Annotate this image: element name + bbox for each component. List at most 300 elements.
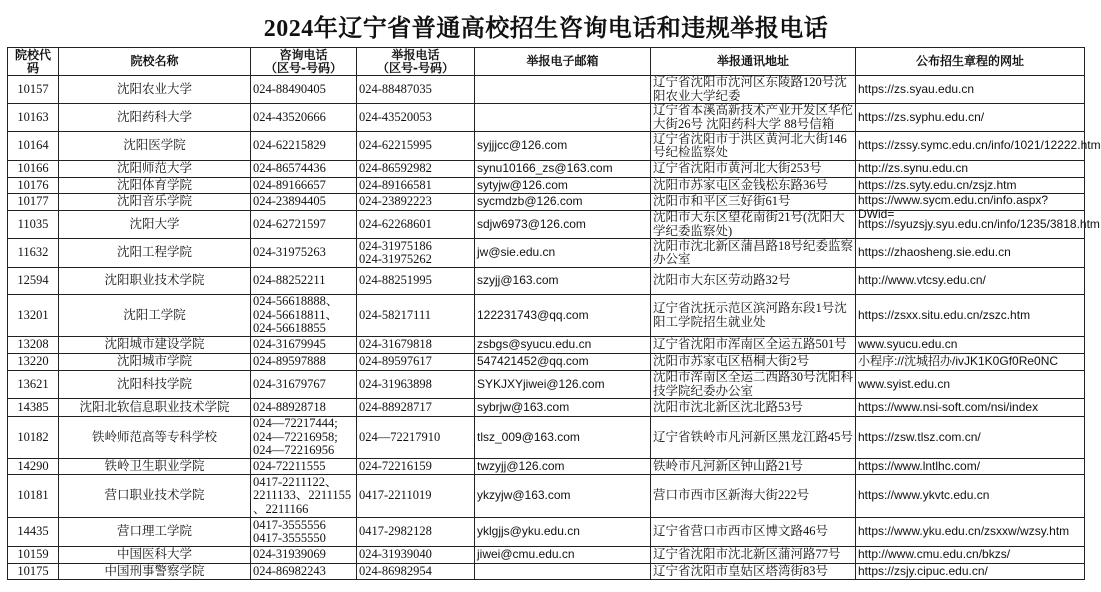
table-row <box>8 104 1085 132</box>
report-phone: 024-89166581 <box>359 177 432 192</box>
school-code-cell <box>8 417 59 459</box>
admission-website[interactable]: https://www.nsi-soft.com/nsi/index <box>858 399 1039 414</box>
inquiry-phone: 024—72217444; 024—72216958; 024—72216956 <box>253 416 338 458</box>
admission-website[interactable]: http://www.vtcsy.edu.cn/ <box>858 273 986 288</box>
report-email[interactable]: zsbgs@syucu.edu.cn <box>477 337 592 352</box>
report-phone: 024-62268601 <box>359 216 432 231</box>
table-header-row <box>8 48 1085 76</box>
school-name-cell <box>59 564 251 580</box>
inquiry-phone-cell <box>251 268 357 295</box>
report-phone-cell <box>357 178 475 194</box>
report-address: 辽宁省铁岭市凡河新区黑龙江路45号 <box>653 429 854 444</box>
admission-website[interactable]: https://zssy.symc.edu.cn/info/1021/12222.htm <box>858 138 1101 153</box>
report-email-cell <box>475 239 651 268</box>
school-name: 沈阳北软信息职业技术学院 <box>79 399 230 414</box>
report-email-cell <box>475 211 651 239</box>
report-email[interactable]: 122231743@qq.com <box>477 307 589 322</box>
inquiry-phone-cell <box>251 475 357 518</box>
admission-website[interactable]: https://zhaosheng.sie.edu.cn <box>858 245 1011 260</box>
school-name-cell <box>59 76 251 104</box>
report-email[interactable]: sycmdzb@126.com <box>477 194 583 209</box>
report-address-cell <box>651 211 856 239</box>
school-code: 14385 <box>17 399 49 414</box>
school-name-cell <box>59 354 251 371</box>
school-code-cell <box>8 132 59 161</box>
admission-website[interactable]: https://www.ykvtc.edu.cn <box>858 488 990 503</box>
school-code: 14435 <box>17 524 49 539</box>
admission-website[interactable]: 小程序://沈城招办/ivJK1K0Gf0Re0NC <box>858 354 1059 369</box>
report-phone: 024-88251995 <box>359 273 432 288</box>
school-code-cell <box>8 104 59 132</box>
report-email-cell <box>475 178 651 194</box>
admission-website-cell <box>856 76 1085 104</box>
admission-website[interactable]: http://www.cmu.edu.cn/bkzs/ <box>858 547 1011 562</box>
report-phone-cell <box>357 211 475 239</box>
inquiry-phone: 024-43520666 <box>253 109 326 124</box>
admission-website-cell <box>856 475 1085 518</box>
school-name-cell <box>59 417 251 459</box>
table-row <box>8 295 1085 337</box>
table-row <box>8 337 1085 354</box>
report-phone: 024-43520053 <box>359 109 432 124</box>
school-name: 沈阳医学院 <box>123 138 186 153</box>
admissions-contact-table <box>7 47 1101 580</box>
table-row <box>8 178 1085 194</box>
report-address-cell <box>651 337 856 354</box>
school-code: 13201 <box>17 307 49 322</box>
school-name: 沈阳工程学院 <box>116 245 192 260</box>
report-email-cell <box>475 518 651 547</box>
inquiry-phone-cell <box>251 239 357 268</box>
inquiry-phone: 024-62215829 <box>253 138 326 153</box>
report-address-cell <box>651 564 856 580</box>
inquiry-phone-cell <box>251 178 357 194</box>
header-report-address: 举报通讯地址 <box>651 48 856 76</box>
school-name: 沈阳城市学院 <box>116 354 192 369</box>
report-address: 沈阳市沈北新区蒲昌路18号纪委监察办公室 <box>653 238 854 266</box>
admission-website-cell <box>856 547 1085 564</box>
table-row <box>8 239 1085 268</box>
inquiry-phone-cell <box>251 132 357 161</box>
admission-website-cell <box>856 104 1085 132</box>
inquiry-phone-cell <box>251 417 357 459</box>
report-phone-cell <box>357 518 475 547</box>
school-name-cell <box>59 518 251 547</box>
admission-website[interactable]: https://zs.syau.edu.cn <box>858 81 975 96</box>
report-phone: 0417-2211019 <box>359 488 432 503</box>
school-name-cell <box>59 268 251 295</box>
inquiry-phone: 024-23894405 <box>253 194 326 209</box>
school-name: 营口理工学院 <box>116 524 192 539</box>
school-code: 10159 <box>17 547 49 562</box>
report-address: 铁岭市凡河新区钟山路21号 <box>653 458 804 473</box>
school-code: 13208 <box>17 337 49 352</box>
admission-website-cell <box>856 337 1085 354</box>
admission-website-cell <box>856 518 1085 547</box>
report-phone-cell <box>357 161 475 178</box>
inquiry-phone: 024-62721597 <box>253 216 326 231</box>
report-phone: 024-72216159 <box>359 458 432 473</box>
table-row <box>8 371 1085 399</box>
school-code: 10182 <box>17 429 49 444</box>
school-name: 铁岭卫生职业学院 <box>104 458 205 473</box>
table-row <box>8 161 1085 178</box>
report-address-cell <box>651 132 856 161</box>
report-address: 沈阳市苏家屯区梧桐大街2号 <box>653 354 810 369</box>
school-name-cell <box>59 547 251 564</box>
school-name-cell <box>59 295 251 337</box>
table-row <box>8 354 1085 371</box>
school-code-cell <box>8 211 59 239</box>
header-report-email: 举报电子邮箱 <box>475 48 651 76</box>
report-email[interactable]: szyjj@163.com <box>477 273 559 288</box>
inquiry-phone: 024-89166657 <box>253 177 326 192</box>
inquiry-phone: 024-56618888、 024-56618811、 024-56618855 <box>253 294 339 336</box>
report-email-cell <box>475 354 651 371</box>
school-name-cell <box>59 459 251 475</box>
report-phone-cell <box>357 295 475 337</box>
school-code-cell <box>8 239 59 268</box>
report-phone-cell <box>357 417 475 459</box>
school-code-cell <box>8 547 59 564</box>
inquiry-phone-cell <box>251 371 357 399</box>
report-address: 辽宁省沈阳市浑南区全运五路501号 <box>653 337 847 352</box>
school-code-cell <box>8 459 59 475</box>
report-phone-cell <box>357 399 475 417</box>
report-address-cell <box>651 104 856 132</box>
school-name: 沈阳药科大学 <box>116 109 192 124</box>
report-address-cell <box>651 459 856 475</box>
report-email[interactable]: twzyjj@126.com <box>477 458 565 473</box>
report-address-cell <box>651 399 856 417</box>
header-admission-website: 公布招生章程的网址 <box>856 48 1085 76</box>
school-name-cell <box>59 178 251 194</box>
inquiry-phone-cell <box>251 337 357 354</box>
table-row <box>8 417 1085 459</box>
admission-website-cell <box>856 193 1085 221</box>
report-address-cell <box>651 371 856 399</box>
report-address-cell <box>651 178 856 194</box>
report-address: 辽宁省沈抚示范区滨河路东段1号沈阳工学院招生就业处 <box>653 301 847 329</box>
report-email-cell <box>475 564 651 580</box>
admission-website[interactable]: https://zsjy.cipuc.edu.cn/ <box>858 563 988 578</box>
report-address: 辽宁省沈阳市于洪区黄河北大街146号纪检监察处 <box>653 131 847 159</box>
report-phone: 024-89597617 <box>359 354 432 369</box>
admission-website-cell <box>856 239 1085 268</box>
school-code-cell <box>8 178 59 194</box>
report-email[interactable]: 547421452@qq.com <box>477 354 589 369</box>
report-email-cell <box>475 475 651 518</box>
school-code: 10163 <box>17 109 49 124</box>
inquiry-phone: 024-89597888 <box>253 354 326 369</box>
report-email-cell <box>475 295 651 337</box>
inquiry-phone-cell <box>251 547 357 564</box>
report-email-cell <box>475 547 651 564</box>
report-address: 辽宁省沈阳市沈北新区蒲河路77号 <box>653 547 841 562</box>
report-address: 沈阳市大东区望花南街21号(沈阳大学纪委监察处) <box>653 210 845 238</box>
table-row <box>8 564 1085 580</box>
report-phone: 024-31939040 <box>359 547 432 562</box>
school-code-cell <box>8 76 59 104</box>
report-address: 沈阳市大东区劳动路32号 <box>653 273 791 288</box>
report-email[interactable]: sytyjw@126.com <box>477 177 568 192</box>
school-name: 沈阳体育学院 <box>116 177 192 192</box>
report-email[interactable]: sybrjw@163.com <box>477 399 570 414</box>
school-name-cell <box>59 475 251 518</box>
school-name-cell <box>59 399 251 417</box>
inquiry-phone-cell <box>251 564 357 580</box>
inquiry-phone-cell <box>251 76 357 104</box>
report-email-cell <box>475 161 651 178</box>
school-name: 沈阳城市建设学院 <box>104 337 205 352</box>
inquiry-phone: 024-88928718 <box>253 399 326 414</box>
admission-website-cell <box>856 564 1085 580</box>
inquiry-phone: 024-86982243 <box>253 563 326 578</box>
report-phone: 024-88487035 <box>359 81 432 96</box>
report-email[interactable]: jw@sie.edu.cn <box>477 245 556 260</box>
report-phone-cell <box>357 76 475 104</box>
inquiry-phone: 024-31939069 <box>253 547 326 562</box>
report-address: 沈阳市和平区三好街61号 <box>653 194 791 209</box>
header-report-phone: 举报电话 （区号-号码） <box>357 48 475 76</box>
admission-website[interactable]: https://zsw.tlsz.com.cn/ <box>858 429 981 444</box>
school-code-cell <box>8 268 59 295</box>
report-phone-cell <box>357 337 475 354</box>
report-phone: 024-31963898 <box>359 376 432 391</box>
report-address: 营口市西市区新海大街222号 <box>653 488 810 503</box>
report-email-cell <box>475 417 651 459</box>
report-phone-cell <box>357 564 475 580</box>
report-email-cell <box>475 399 651 417</box>
report-phone: 024-58217111 <box>359 307 431 322</box>
report-address: 辽宁省本溪高新技术产业开发区华佗大街26号 沈阳药科大学 88号信箱 <box>653 103 854 131</box>
report-address-cell <box>651 475 856 518</box>
report-email-cell <box>475 132 651 161</box>
admission-website-cell <box>856 371 1085 399</box>
inquiry-phone: 024-72211555 <box>253 458 326 473</box>
school-code: 13621 <box>17 376 49 391</box>
school-code-cell <box>8 354 59 371</box>
report-phone-cell <box>357 371 475 399</box>
admission-website-cell <box>856 178 1085 194</box>
inquiry-phone-cell <box>251 194 357 211</box>
school-name-cell <box>59 371 251 399</box>
report-address-cell <box>651 547 856 564</box>
admission-website[interactable]: http://zs.synu.edu.cn <box>858 161 969 176</box>
report-phone: 024-62215995 <box>359 138 432 153</box>
report-email[interactable]: ykzyjw@163.com <box>477 488 571 503</box>
school-name: 沈阳工学院 <box>123 307 186 322</box>
admission-website-cell <box>856 132 1101 161</box>
report-email[interactable]: tlsz_009@163.com <box>477 429 580 444</box>
school-code: 10166 <box>17 161 49 176</box>
report-address-cell <box>651 239 856 268</box>
inquiry-phone-cell <box>251 104 357 132</box>
inquiry-phone: 024-31975263 <box>253 245 326 260</box>
table-row <box>8 518 1085 547</box>
inquiry-phone-cell <box>251 211 357 239</box>
inquiry-phone: 024-88490405 <box>253 81 326 96</box>
report-phone-cell <box>357 132 475 161</box>
admission-website[interactable]: https://www.sycm.edu.cn/info.aspx?DWid= <box>858 193 1049 221</box>
report-email-cell <box>475 104 651 132</box>
report-phone: 024-86592982 <box>359 161 432 176</box>
school-code: 10164 <box>17 138 49 153</box>
school-code-cell <box>8 564 59 580</box>
inquiry-phone-cell <box>251 354 357 371</box>
admission-website-cell <box>856 399 1085 417</box>
table-row <box>8 547 1085 564</box>
table-row <box>8 211 1085 239</box>
school-name-cell <box>59 194 251 211</box>
report-phone: 024-86982954 <box>359 563 432 578</box>
admission-website-cell <box>856 268 1085 295</box>
school-code-cell <box>8 337 59 354</box>
report-address: 沈阳市苏家屯区金钱松东路36号 <box>653 177 829 192</box>
report-address-cell <box>651 417 856 459</box>
report-email-cell <box>475 268 651 295</box>
school-code-cell <box>8 518 59 547</box>
school-name: 沈阳科技学院 <box>116 376 192 391</box>
report-phone-cell <box>357 475 475 518</box>
report-phone: 024-88928717 <box>359 399 432 414</box>
school-name-cell <box>59 239 251 268</box>
table-row <box>8 268 1085 295</box>
report-phone-cell <box>357 547 475 564</box>
report-address-cell <box>651 518 856 547</box>
admission-website[interactable]: https://zs.syphu.edu.cn/ <box>858 109 985 124</box>
report-phone-cell <box>357 354 475 371</box>
report-phone: 024-31679818 <box>359 337 432 352</box>
school-code-cell <box>8 161 59 178</box>
report-phone: 0417-2982128 <box>359 524 432 539</box>
inquiry-phone: 024-31679767 <box>253 376 326 391</box>
report-address: 辽宁省沈阳市黄河北大街253号 <box>653 161 822 176</box>
report-email-cell <box>475 76 651 104</box>
school-name: 沈阳农业大学 <box>116 81 192 96</box>
report-phone-cell <box>357 459 475 475</box>
header-school-name: 院校名称 <box>59 48 251 76</box>
school-code-cell <box>8 475 59 518</box>
inquiry-phone-cell <box>251 518 357 547</box>
report-email-cell <box>475 194 651 211</box>
inquiry-phone: 0417-2211122、 2211133、2211155 、2211166 <box>253 474 352 516</box>
school-code: 11035 <box>17 216 49 231</box>
inquiry-phone: 024-88252211 <box>253 273 326 288</box>
inquiry-phone: 024-31679945 <box>253 337 326 352</box>
report-phone: 024-23892223 <box>359 194 432 209</box>
school-code: 10176 <box>17 177 49 192</box>
table-row <box>8 76 1085 104</box>
inquiry-phone-cell <box>251 459 357 475</box>
report-address-cell <box>651 194 856 211</box>
admission-website[interactable]: https://zsxx.situ.edu.cn/zszc.htm <box>858 307 1031 322</box>
report-address: 辽宁省营口市西市区博文路46号 <box>653 524 829 539</box>
report-email[interactable]: yklgjjs@yku.edu.cn <box>477 524 580 539</box>
school-name-cell <box>59 161 251 178</box>
report-address-cell <box>651 268 856 295</box>
report-phone: 024—72217910 <box>359 429 441 444</box>
report-email[interactable]: sdjw6973@126.com <box>477 216 586 231</box>
school-name-cell <box>59 211 251 239</box>
admission-website[interactable]: www.syucu.edu.cn <box>858 337 958 352</box>
admission-website[interactable]: https://www.yku.edu.cn/zsxxw/wzsy.htm <box>858 524 1070 539</box>
report-phone: 024-31975186 024-31975262 <box>359 238 432 266</box>
school-name: 沈阳音乐学院 <box>116 194 192 209</box>
report-address: 辽宁省沈阳市沈河区东陵路120号沈阳农业大学纪委 <box>653 75 847 103</box>
report-phone-cell <box>357 104 475 132</box>
report-address-cell <box>651 295 856 337</box>
admission-website[interactable]: www.syist.edu.cn <box>858 376 951 391</box>
report-address-cell <box>651 76 856 104</box>
school-name-cell <box>59 132 251 161</box>
school-code: 12594 <box>17 273 49 288</box>
admission-website[interactable]: https://syuzsjy.syu.edu.cn/info/1235/3818.htm <box>858 216 1100 231</box>
report-address-cell <box>651 354 856 371</box>
admission-website-cell <box>856 417 1085 459</box>
report-email-cell <box>475 459 651 475</box>
admission-website-cell <box>856 295 1085 337</box>
school-code: 10181 <box>17 488 49 503</box>
report-email[interactable]: synu10166_zs@163.com <box>477 161 613 176</box>
school-name: 沈阳大学 <box>129 216 180 231</box>
report-email[interactable]: syjjjcc@126.com <box>477 138 568 153</box>
school-name: 铁岭师范高等专科学校 <box>91 429 217 444</box>
table-row <box>8 194 1085 211</box>
inquiry-phone-cell <box>251 399 357 417</box>
inquiry-phone: 0417-3555556 0417-3555550 <box>253 517 326 545</box>
inquiry-phone-cell <box>251 161 357 178</box>
school-code: 14290 <box>17 458 49 473</box>
school-name: 营口职业技术学院 <box>104 488 205 503</box>
table-row <box>8 399 1085 417</box>
report-email[interactable]: jiwei@cmu.edu.cn <box>477 547 575 562</box>
report-address: 沈阳市浑南区全运二西路30号沈阳科技学院纪委办公室 <box>653 370 854 398</box>
school-code-cell <box>8 295 59 337</box>
report-phone-cell <box>357 268 475 295</box>
school-code-cell <box>8 399 59 417</box>
school-code: 11632 <box>17 245 49 260</box>
table-row <box>8 459 1085 475</box>
school-code: 10157 <box>17 81 49 96</box>
report-email[interactable]: SYKJXYjiwei@126.com <box>477 376 605 391</box>
school-name: 沈阳职业技术学院 <box>104 273 205 288</box>
school-name: 沈阳师范大学 <box>116 161 192 176</box>
school-name: 中国医科大学 <box>116 547 192 562</box>
inquiry-phone-cell <box>251 295 357 337</box>
header-inquiry-phone: 咨询电话 （区号-号码） <box>251 48 357 76</box>
admission-website-cell <box>856 161 1085 178</box>
report-email-cell <box>475 337 651 354</box>
report-phone-cell <box>357 239 475 268</box>
school-name-cell <box>59 104 251 132</box>
report-email-cell <box>475 371 651 399</box>
table-row <box>8 475 1085 518</box>
school-code: 10175 <box>17 563 49 578</box>
school-name-cell <box>59 337 251 354</box>
page-title: 2024年辽宁省普通高校招生咨询电话和违规举报电话 <box>263 16 829 42</box>
table-row <box>8 132 1085 161</box>
school-code-cell <box>8 194 59 211</box>
admission-website-cell <box>856 459 1085 475</box>
admission-website[interactable]: https://www.lntlhc.com/ <box>858 458 981 473</box>
report-address: 沈阳市沈北新区沈北路53号 <box>653 399 804 414</box>
school-code: 13220 <box>17 354 49 369</box>
report-phone-cell <box>357 194 475 211</box>
admission-website-cell <box>856 354 1085 371</box>
school-code-cell <box>8 371 59 399</box>
admission-website[interactable]: https://zs.syty.edu.cn/zsjz.htm <box>858 177 1017 192</box>
